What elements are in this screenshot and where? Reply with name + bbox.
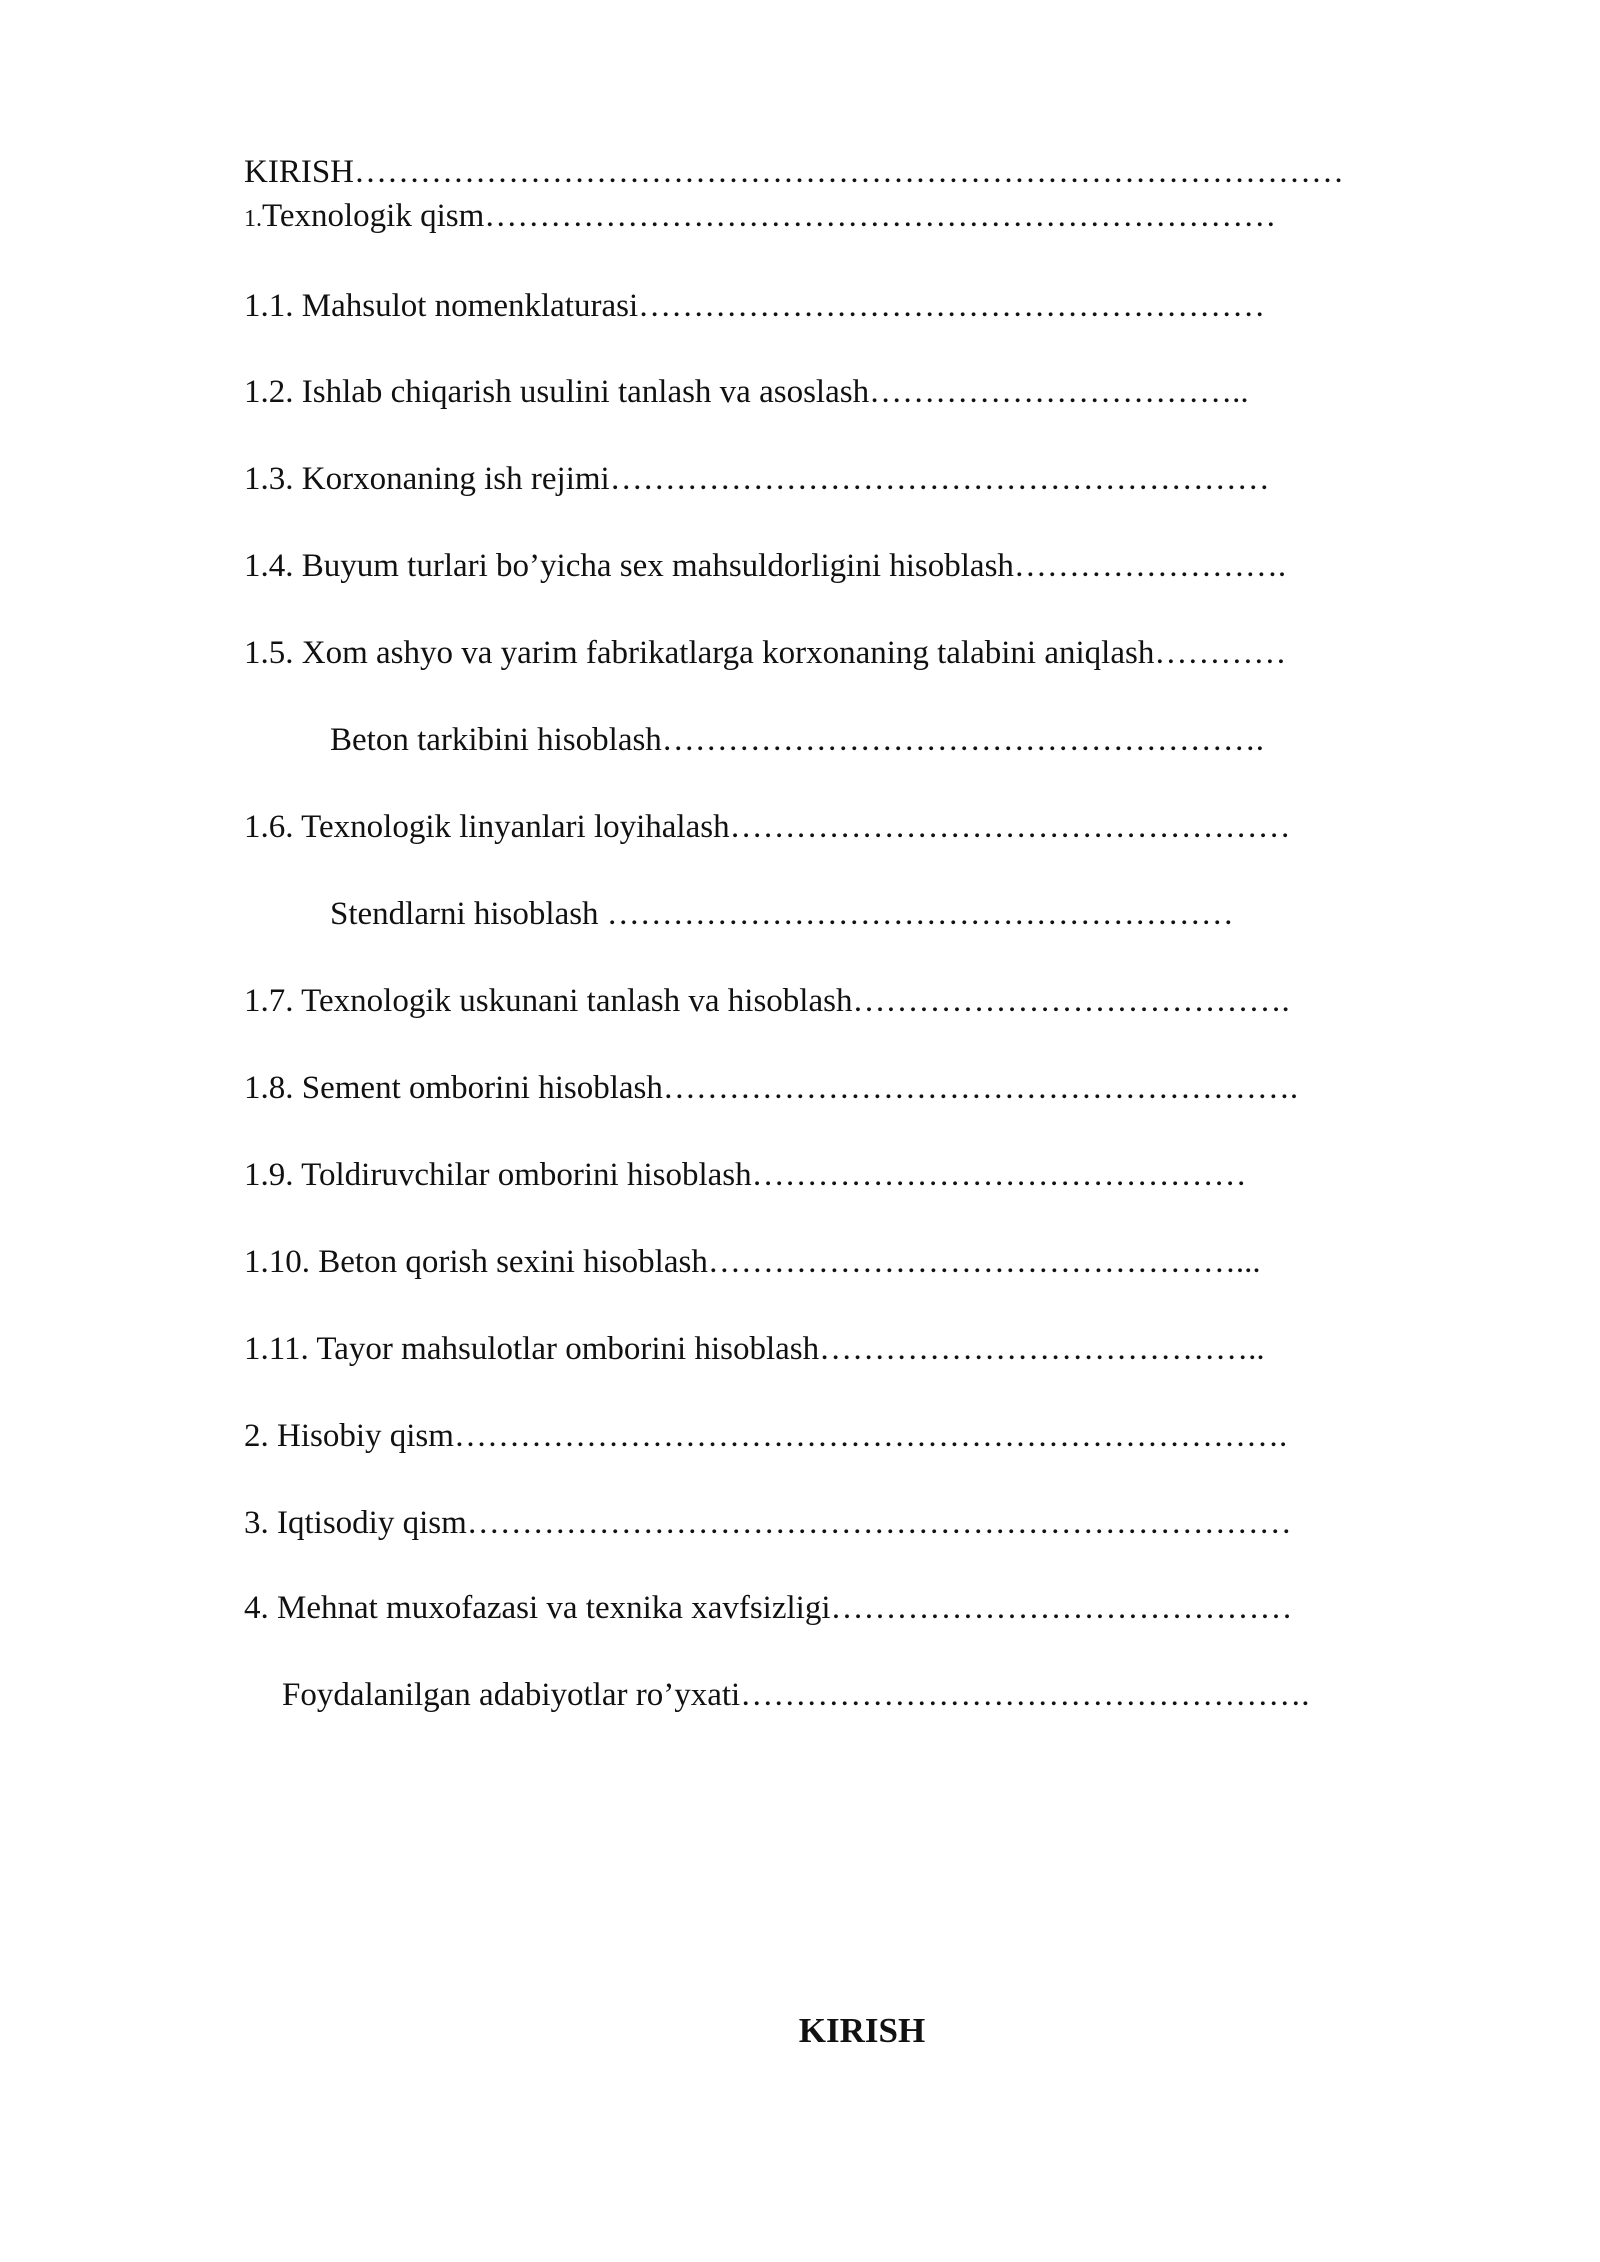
toc-entry-1-10: 1.10. Beton qorish sexini hisoblash…………………………………………...: [244, 1244, 1261, 1280]
toc-entry-texnologik-qism: [244, 196, 1276, 239]
toc-entry-1-2: 1.2. Ishlab chiqarish usulini tanlash va asoslash……………………………..: [244, 374, 1249, 410]
toc-entry-1-3: 1.3. Korxonaning ish rejimi……………………………………………………: [244, 461, 1270, 497]
toc-entry-stendlar: Stendlarni hisoblash …………………………………………………: [330, 896, 1234, 932]
toc-entry-1-5: 1.5. Xom ashyo va yarim fabrikatlarga korxonaning talabini aniqlash…………: [244, 635, 1287, 671]
toc-entry-1-8: 1.8. Sement omborini hisoblash………………………………………………….: [244, 1070, 1299, 1106]
toc-entry-number: 1.: [244, 206, 262, 232]
toc-entry-2: 2. Hisobiy qism………………………………………………………………….: [244, 1418, 1288, 1454]
toc-entry-1-11: 1.11. Tayor mahsulotlar omborini hisoblash…………………………………..: [244, 1331, 1265, 1367]
toc-entry-1-7: 1.7. Texnologik uskunani tanlash va hisoblash………………………………….: [244, 983, 1290, 1019]
section-title: KIRISH: [798, 2011, 926, 2050]
toc-entry-1-1: 1.1. Mahsulot nomenklaturasi…………………………………………………: [244, 288, 1266, 324]
toc-entry-1-6: 1.6. Texnologik linyanlari loyihalash……………………………………………: [244, 809, 1291, 845]
toc-entry-1-4: 1.4. Buyum turlari bo’yicha sex mahsuldorligini hisoblash…………………….: [244, 548, 1287, 584]
toc-entry-beton-tarkibi: Beton tarkibini hisoblash……………………………………………….: [330, 722, 1265, 758]
toc-entry-4: 4. Mehnat muxofazasi va texnika xavfsizligi……………………………………: [244, 1590, 1293, 1626]
toc-entry-1-9: 1.9. Toldiruvchilar omborini hisoblash………………………………………: [244, 1157, 1247, 1193]
toc-entry-adabiyotlar: Foydalanilgan adabiyotlar ro’yxati…………………………………………….: [282, 1677, 1310, 1713]
toc-entry-3: 3. Iqtisodiy qism…………………………………………………………………: [244, 1505, 1292, 1541]
toc-entry-kirish: KIRISH………………………………………………………………………………: [244, 154, 1345, 190]
toc-entry-label: Texnologik qism………………………………………………………………: [262, 198, 1277, 234]
